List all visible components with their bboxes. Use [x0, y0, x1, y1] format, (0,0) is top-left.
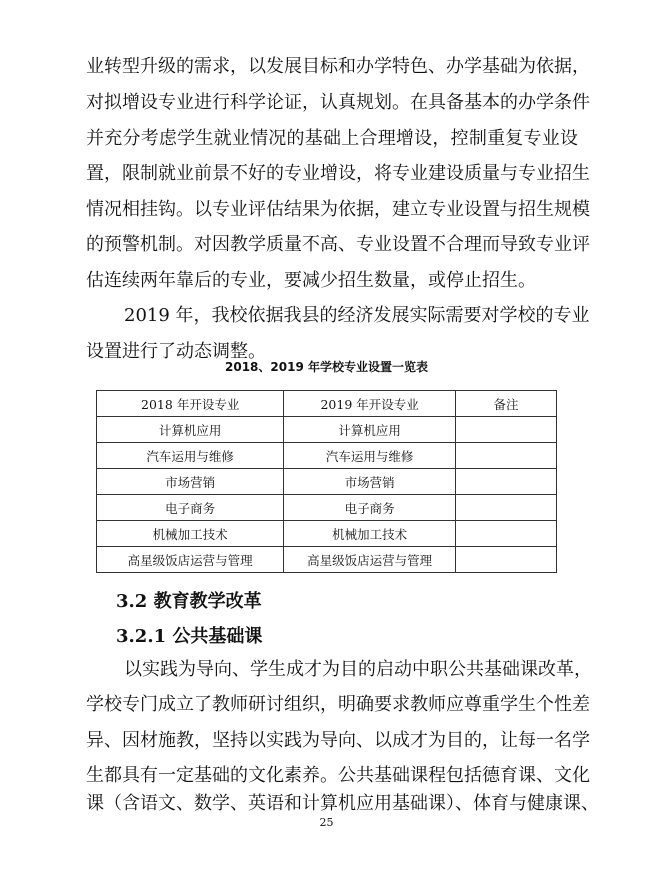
cell-2019: 高星级饭店运营与管理	[284, 547, 456, 573]
majors-table	[96, 390, 557, 573]
cell-2018: 市场营销	[97, 469, 284, 495]
cell-2019: 市场营销	[284, 469, 456, 495]
cell-notes	[455, 547, 556, 573]
cell-2019: 电子商务	[284, 495, 456, 521]
table-row	[97, 547, 557, 573]
text-line: 学校专门成立了教师研讨组织，明确要求教师应尊重学生个性差	[86, 694, 590, 715]
table-row	[97, 521, 557, 547]
text-line: 并充分考虑学生就业情况的基础上合理增设，控制重复专业设	[86, 128, 578, 149]
text-line: 情况相挂钩。以专业评估结果为依据，建立专业设置与招生规模	[86, 199, 590, 220]
cell-notes	[455, 417, 556, 443]
text-line: 对拟增设专业进行科学论证，认真规划。在具备基本的办学条件	[86, 92, 590, 113]
section-heading: 3.2 教育教学改革	[116, 591, 262, 612]
cell-2018: 汽车运用与维修	[97, 443, 284, 469]
table-row	[97, 495, 557, 521]
text-line: 业转型升级的需求，以发展目标和办学特色、办学基础为依据，	[86, 56, 590, 77]
text-line: 2019 年，我校依据我县的经济发展实际需要对学校的专业	[124, 305, 590, 326]
cell-notes	[455, 443, 556, 469]
cell-2019: 机械加工技术	[284, 521, 456, 547]
text-line: 估连续两年靠后的专业，要减少招生数量，或停止招生。	[86, 270, 536, 291]
cell-2018: 计算机应用	[97, 417, 284, 443]
table-row	[97, 469, 557, 495]
cell-2019: 计算机应用	[284, 417, 456, 443]
table-header-row	[97, 391, 557, 417]
text-line: 以实践为导向、学生成才为目的启动中职公共基础课改革，	[124, 659, 592, 680]
table-row	[97, 417, 557, 443]
subsection-heading: 3.2.1 公共基础课	[116, 626, 263, 647]
table-row	[97, 443, 557, 469]
header-2018: 2018 年开设专业	[97, 391, 284, 417]
cell-2018: 高星级饭店运营与管理	[97, 547, 284, 573]
text-line: 的预警机制。对因教学质量不高、专业设置不合理而导致专业评	[86, 234, 590, 255]
cell-2019: 汽车运用与维修	[284, 443, 456, 469]
text-line: 生都具有一定基础的文化素养。公共基础课程包括德育课、文化	[86, 765, 590, 786]
cell-2018: 电子商务	[97, 495, 284, 521]
header-notes: 备注	[455, 391, 556, 417]
text-line: 课（含语文、数学、英语和计算机应用基础课）、体育与健康课、	[86, 793, 599, 814]
cell-notes	[455, 495, 556, 521]
table-caption: 2018、2019 年学校专业设置一览表	[225, 360, 428, 374]
text-line: 置，限制就业前景不好的专业增设，将专业建设质量与专业招生	[86, 163, 590, 184]
page-number: 25	[319, 816, 334, 829]
text-line: 设置进行了动态调整。	[86, 341, 266, 362]
text-line: 异、因材施教，坚持以实践为导向、以成才为目的，让每一名学	[86, 730, 590, 751]
header-2019: 2019 年开设专业	[284, 391, 456, 417]
cell-notes	[455, 469, 556, 495]
cell-2018: 机械加工技术	[97, 521, 284, 547]
cell-notes	[455, 521, 556, 547]
